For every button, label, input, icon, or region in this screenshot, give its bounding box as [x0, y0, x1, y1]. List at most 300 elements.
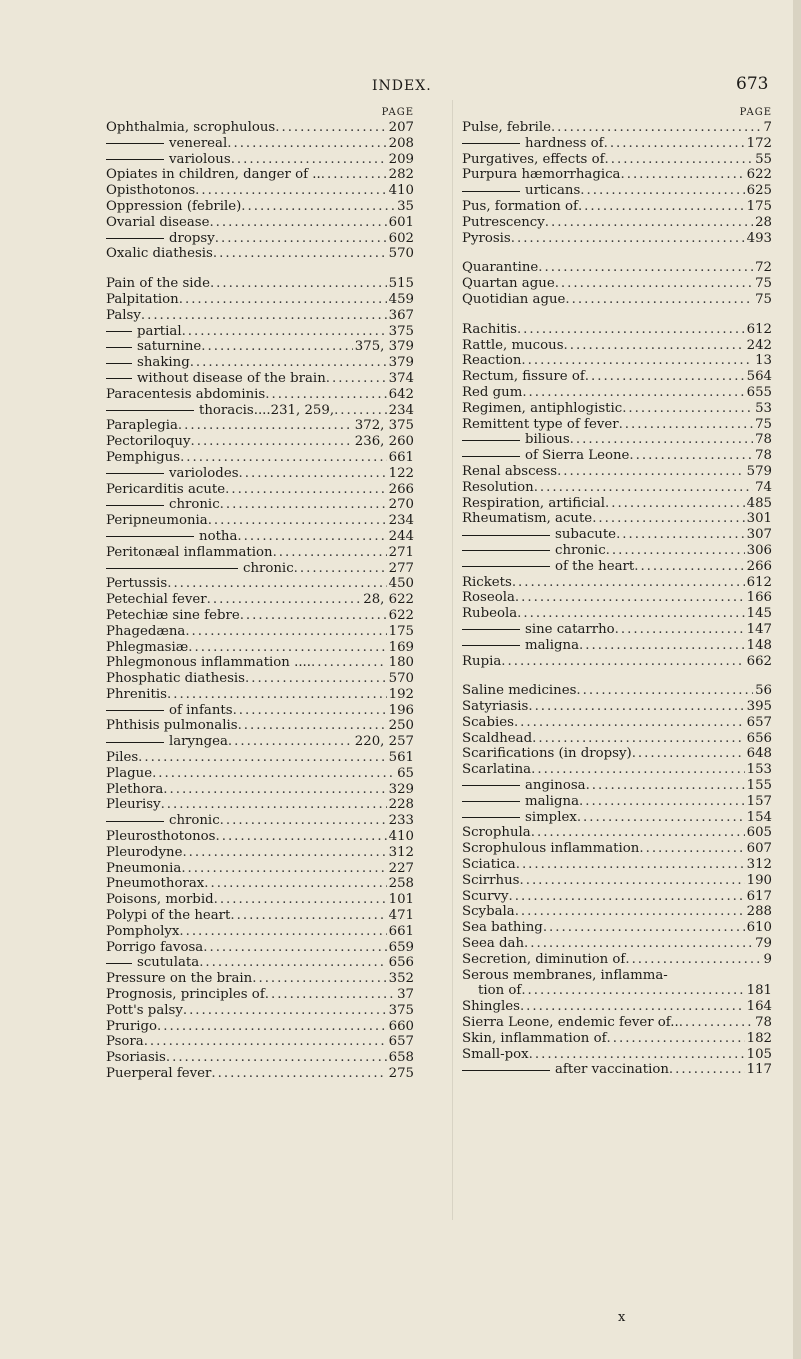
entry-page-ref: 74 — [755, 479, 772, 495]
entry-term: Pyrosis — [462, 230, 511, 246]
leader-dots — [152, 766, 395, 782]
entry-page-ref: 601 — [388, 214, 414, 230]
entry-page-ref: 622 — [388, 607, 414, 623]
entry-page-ref: 258 — [388, 876, 414, 892]
entry-term: Plethora — [106, 781, 164, 797]
ditto-rule — [106, 363, 132, 364]
entry-term: Scarifications (in dropsy) — [462, 746, 632, 762]
entry-page-ref: 250 — [388, 718, 414, 734]
entry-term: Paracentesis abdominis — [106, 386, 266, 402]
ditto-rule — [106, 331, 132, 332]
leader-dots — [557, 464, 745, 480]
index-entry — [462, 448, 772, 464]
leader-dots — [629, 448, 753, 464]
entry-page-ref: 56 — [755, 683, 772, 699]
leader-dots — [615, 622, 745, 638]
column-page-label: PAGE — [381, 107, 414, 118]
entry-term: Poisons, morbid — [106, 892, 214, 908]
index-entry — [106, 246, 414, 262]
entry-page-ref: 312 — [746, 857, 772, 873]
index-entry — [462, 276, 772, 292]
index-entry — [106, 1003, 414, 1019]
entry-term: simplex — [525, 809, 577, 825]
ditto-rule — [462, 645, 520, 646]
entry-page-ref: 157 — [746, 793, 772, 809]
index-entry — [462, 432, 772, 448]
entry-page-ref: 379 — [388, 355, 414, 371]
index-entry — [462, 983, 772, 999]
index-entry — [106, 813, 414, 829]
index-entry — [462, 559, 772, 575]
entry-term: Pulse, febrile — [462, 120, 551, 135]
entry-page-ref: 610 — [746, 920, 772, 936]
index-entry — [106, 482, 414, 498]
index-entry — [462, 825, 772, 841]
entry-term: Secretion, diminution of — [462, 951, 626, 967]
leader-dots — [517, 322, 745, 338]
index-entry — [106, 861, 414, 877]
leader-dots — [208, 513, 387, 529]
leader-dots — [166, 1050, 387, 1066]
entry-term: Purgatives, effects of — [462, 151, 605, 167]
entry-term: Purpura hæmorrhagica — [462, 167, 621, 183]
entry-term: Quotidian ague — [462, 291, 566, 307]
leader-dots — [632, 746, 745, 762]
index-entry — [462, 543, 772, 559]
entry-page-ref: 659 — [388, 939, 414, 955]
entry-term: Polypi of the heart — [106, 908, 231, 924]
index-entry — [462, 417, 772, 433]
entry-term: Scurvy — [462, 888, 509, 904]
entry-page-ref: 374 — [388, 370, 414, 386]
entry-term: Skin, inflammation of — [462, 1030, 607, 1046]
ditto-rule — [106, 963, 132, 964]
ditto-rule — [106, 410, 194, 411]
entry-page-ref: 234 — [388, 513, 414, 529]
entry-term: Psoriasis — [106, 1050, 166, 1066]
leader-dots — [161, 797, 387, 813]
leader-dots — [579, 638, 745, 654]
index-entry — [462, 120, 772, 136]
entry-term: Opiates in children, danger of .. — [106, 167, 321, 183]
leader-dots — [245, 671, 387, 687]
index-entry — [106, 655, 414, 671]
leader-dots — [534, 480, 753, 496]
leader-dots — [586, 778, 745, 794]
entry-page-ref: 190 — [746, 872, 772, 888]
entry-page-ref: 515 — [388, 276, 414, 292]
entry-term: Phrenitis — [106, 686, 167, 702]
index-entry — [462, 746, 772, 762]
entry-page-ref: 78 — [755, 432, 772, 448]
index-entry — [106, 387, 414, 403]
entry-page-ref: 244 — [388, 528, 414, 544]
ditto-rule — [462, 191, 520, 192]
entry-term: urticans — [525, 183, 581, 199]
index-entry — [106, 545, 414, 561]
index-entry — [106, 971, 414, 987]
entry-term: Phagedæna — [106, 623, 186, 639]
entry-term: of infants — [169, 702, 233, 718]
entry-term: Pneumonia — [106, 860, 182, 876]
index-entry — [106, 750, 414, 766]
leader-dots — [179, 292, 387, 308]
leader-dots — [182, 845, 386, 861]
leader-dots — [531, 825, 745, 841]
entry-term: maligna — [525, 637, 580, 653]
leader-dots — [141, 308, 387, 324]
entry-page-ref: 234 — [388, 402, 414, 418]
leader-dots — [220, 813, 387, 829]
entry-term: Scrophulous inflammation — [462, 841, 640, 857]
entry-page-ref: 605 — [746, 825, 772, 841]
leader-dots — [532, 731, 744, 747]
entry-page-ref: 329 — [388, 781, 414, 797]
entry-page-ref: 625 — [746, 183, 772, 199]
ditto-rule — [462, 817, 520, 818]
entry-page-ref: 561 — [388, 750, 414, 766]
index-entry — [106, 782, 414, 798]
index-entry — [106, 529, 414, 545]
entry-page-ref: 471 — [388, 908, 414, 924]
entry-page-ref: 306 — [746, 542, 772, 558]
index-entry — [462, 715, 772, 731]
leader-dots — [157, 1019, 387, 1035]
leader-dots — [501, 654, 744, 670]
index-entry — [106, 576, 414, 592]
entry-term: Scaldhead — [462, 730, 533, 746]
leader-dots — [520, 999, 745, 1015]
index-entry — [106, 718, 414, 734]
leader-dots — [524, 936, 753, 952]
entry-term: Saline medicines — [462, 683, 577, 699]
index-entry — [462, 167, 772, 183]
leader-dots — [579, 794, 745, 810]
leader-dots — [538, 260, 753, 276]
leader-dots — [679, 1015, 753, 1031]
index-entry — [106, 561, 414, 577]
index-entry — [462, 527, 772, 543]
leader-dots — [237, 529, 386, 545]
entry-page-ref: 493 — [746, 230, 772, 246]
index-entry — [462, 464, 772, 480]
entry-page-ref: 657 — [746, 714, 772, 730]
ditto-rule — [106, 742, 164, 743]
leader-dots — [138, 750, 386, 766]
index-entry — [462, 683, 772, 699]
entry-term: scutulata — [137, 955, 200, 971]
leader-dots — [207, 592, 362, 608]
entry-page-ref: 28, 622 — [363, 592, 414, 608]
index-entry — [106, 624, 414, 640]
leader-dots — [215, 231, 387, 247]
leader-dots — [592, 511, 744, 527]
index-column-right — [462, 106, 772, 1078]
entry-term: Oxalic diathesis — [106, 246, 213, 262]
index-entry — [462, 968, 772, 984]
index-entry — [462, 638, 772, 654]
leader-dots — [294, 561, 387, 577]
entry-term: notha — [199, 528, 238, 544]
entry-term: chronic — [555, 542, 606, 558]
index-entry — [106, 1019, 414, 1035]
leader-dots — [585, 369, 745, 385]
entry-term: Plague — [106, 765, 153, 781]
index-entry — [106, 608, 414, 624]
entry-page-ref: 661 — [388, 449, 414, 465]
leader-dots — [167, 687, 387, 703]
entry-page-ref: 656 — [388, 955, 414, 971]
leader-dots — [578, 199, 745, 215]
entry-term: chronic — [169, 497, 220, 513]
index-entry — [462, 873, 772, 889]
entry-term: tion of — [478, 983, 522, 999]
entry-page-ref: 9 — [763, 951, 772, 967]
index-entry — [462, 385, 772, 401]
index-entry — [106, 292, 414, 308]
entry-term: Putrescency — [462, 214, 545, 230]
leader-dots — [185, 624, 386, 640]
entry-term: Porrigo favosa — [106, 939, 204, 955]
ditto-rule — [106, 143, 164, 144]
entry-page-ref: 307 — [746, 527, 772, 543]
entry-term: Puerperal fever — [106, 1066, 212, 1082]
entry-page-ref: 375, 379 — [354, 339, 414, 355]
index-entry — [106, 231, 414, 247]
ditto-rule — [462, 629, 520, 630]
entry-term: Rattle, mucous — [462, 337, 564, 353]
leader-dots — [163, 782, 386, 798]
entry-term: Pus, formation of — [462, 198, 578, 214]
index-entry — [462, 369, 772, 385]
entry-term: dropsy — [169, 230, 215, 246]
entry-page-ref: 155 — [746, 778, 772, 794]
leader-dots — [190, 434, 352, 450]
entry-page-ref: 28 — [755, 214, 772, 230]
entry-page-ref: 172 — [746, 135, 772, 151]
leader-dots — [606, 543, 745, 559]
entry-page-ref: 175 — [388, 623, 414, 639]
index-entry — [106, 371, 414, 387]
entry-page-ref: 37 — [397, 987, 414, 1003]
leader-dots — [515, 904, 745, 920]
leader-dots — [577, 810, 745, 826]
index-entry — [106, 152, 414, 168]
ditto-rule — [106, 505, 164, 506]
entry-term: Opisthotonos — [106, 183, 196, 199]
entry-page-ref: 655 — [746, 384, 772, 400]
leader-dots — [265, 987, 395, 1003]
entry-page-ref: 79 — [755, 936, 772, 952]
entry-page-ref: 227 — [388, 860, 414, 876]
entry-term: bilious — [525, 432, 570, 448]
entry-term: Rheumatism, acute — [462, 511, 593, 527]
leader-dots — [211, 1066, 386, 1082]
page-binding-edge — [793, 0, 801, 1359]
leader-dots — [209, 215, 386, 231]
index-entry — [106, 450, 414, 466]
index-entry — [106, 703, 414, 719]
entry-page-ref: 485 — [746, 495, 772, 511]
entry-page-ref: 570 — [388, 246, 414, 262]
entry-term: Prurigo — [106, 1018, 157, 1034]
entry-term: Seea dah — [462, 936, 525, 952]
ditto-rule — [106, 238, 164, 239]
entry-page-ref: 7 — [763, 120, 772, 135]
leader-dots — [620, 167, 744, 183]
entry-page-ref: 208 — [388, 135, 414, 151]
entry-page-ref: 660 — [388, 1018, 414, 1034]
ditto-rule — [106, 378, 132, 379]
entry-term: Rickets — [462, 574, 512, 590]
leader-dots — [230, 908, 386, 924]
leader-dots — [521, 353, 753, 369]
leader-dots — [311, 655, 387, 671]
entry-term: Pompholyx — [106, 923, 180, 939]
entry-term: Palsy — [106, 307, 141, 323]
entry-page-ref: 78 — [755, 1015, 772, 1031]
index-entry — [462, 575, 772, 591]
index-entry — [462, 889, 772, 905]
index-entry — [462, 762, 772, 778]
entry-page-ref: 175 — [746, 198, 772, 214]
entry-term: Roseola — [462, 590, 515, 606]
leader-dots — [529, 1047, 745, 1063]
entry-term: Renal abscess — [462, 463, 558, 479]
index-entry — [106, 434, 414, 450]
ditto-rule — [106, 536, 194, 537]
ditto-rule — [106, 347, 132, 348]
entry-term: Remittent type of fever — [462, 416, 619, 432]
entry-term: Sierra Leone, endemic fever of.. — [462, 1015, 679, 1031]
index-entry — [106, 403, 414, 419]
index-entry — [106, 955, 414, 971]
leader-dots — [273, 545, 387, 561]
leader-dots — [228, 734, 353, 750]
entry-term: after vaccination — [555, 1062, 669, 1078]
entry-page-ref: 75 — [755, 276, 772, 292]
ditto-rule — [462, 785, 520, 786]
ditto-rule — [106, 473, 164, 474]
leader-dots — [604, 136, 745, 152]
index-entry — [106, 829, 414, 845]
ditto-rule — [462, 1070, 550, 1071]
entry-page-ref: 372, 375 — [354, 418, 414, 434]
ditto-rule — [462, 535, 550, 536]
leader-dots — [555, 276, 753, 292]
entry-term: Pericarditis acute — [106, 481, 226, 497]
index-entry — [462, 794, 772, 810]
entry-term: Scirrhus — [462, 872, 520, 888]
index-entry — [106, 183, 414, 199]
leader-dots — [519, 873, 744, 889]
entry-term: Reaction — [462, 353, 522, 369]
leader-dots — [275, 120, 386, 136]
leader-dots — [515, 590, 745, 606]
entry-term: Satyriasis — [462, 699, 529, 715]
index-entry — [462, 260, 772, 276]
entry-page-ref: 658 — [388, 1050, 414, 1066]
leader-dots — [214, 892, 387, 908]
leader-dots — [512, 575, 745, 591]
leader-dots — [522, 385, 744, 401]
entry-term: Ovarial disease — [106, 214, 210, 230]
entry-term: Rubeola — [462, 606, 518, 622]
entry-page-ref: 105 — [746, 1046, 772, 1062]
entry-page-ref: 169 — [388, 639, 414, 655]
entry-term: Pressure on the brain — [106, 971, 253, 987]
index-entry — [106, 908, 414, 924]
entry-term: Paraplegia — [106, 418, 178, 434]
entry-page-ref: 148 — [746, 637, 772, 653]
index-entry — [462, 1047, 772, 1063]
index-entry — [462, 778, 772, 794]
entry-term: thoracis....231, 259, — [199, 402, 335, 418]
leader-dots — [570, 432, 753, 448]
leader-dots — [619, 417, 754, 433]
entry-page-ref: 612 — [746, 574, 772, 590]
running-head-page-number: 673 — [736, 74, 769, 94]
index-entry — [106, 1034, 414, 1050]
entry-page-ref: 72 — [755, 260, 772, 276]
ditto-rule — [106, 568, 238, 569]
entry-term: Phosphatic diathesis — [106, 671, 245, 687]
index-entry — [462, 1031, 772, 1047]
index-entry — [106, 167, 414, 183]
index-entry — [462, 999, 772, 1015]
running-head-title: INDEX. — [372, 78, 432, 94]
index-entry — [106, 1066, 414, 1082]
entry-term: Pleurodyne — [106, 844, 183, 860]
index-entry — [106, 136, 414, 152]
entry-term: Ophthalmia, scrophulous — [106, 120, 276, 135]
index-entry — [106, 687, 414, 703]
entry-page-ref: 101 — [388, 892, 414, 908]
leader-dots — [321, 167, 387, 183]
index-entry — [462, 183, 772, 199]
entry-term: Palpitation — [106, 291, 179, 307]
leader-dots — [545, 215, 753, 231]
entry-page-ref: 410 — [388, 183, 414, 199]
index-entry — [462, 699, 772, 715]
index-entry — [462, 136, 772, 152]
entry-page-ref: 375 — [388, 1002, 414, 1018]
index-entry — [462, 841, 772, 857]
leader-dots — [576, 683, 753, 699]
index-entry — [462, 401, 772, 417]
entry-term: Rupia — [462, 653, 502, 669]
index-entry — [462, 480, 772, 496]
leader-dots — [231, 152, 387, 168]
entry-term: variolous — [169, 151, 231, 167]
leader-dots — [252, 971, 386, 987]
index-entry — [462, 810, 772, 826]
entry-term: maligna — [525, 793, 580, 809]
leader-dots — [215, 829, 386, 845]
entry-term: Petechial fever — [106, 592, 207, 608]
index-entry — [462, 199, 772, 215]
index-entry — [106, 418, 414, 434]
leader-dots — [182, 324, 387, 340]
ditto-rule — [462, 440, 520, 441]
leader-dots — [511, 231, 745, 247]
entry-term: subacute — [555, 527, 617, 543]
index-entry — [106, 797, 414, 813]
entry-term: Pertussis — [106, 576, 168, 592]
leader-dots — [201, 339, 353, 355]
entry-page-ref: 182 — [746, 1030, 772, 1046]
index-entry — [106, 466, 414, 482]
